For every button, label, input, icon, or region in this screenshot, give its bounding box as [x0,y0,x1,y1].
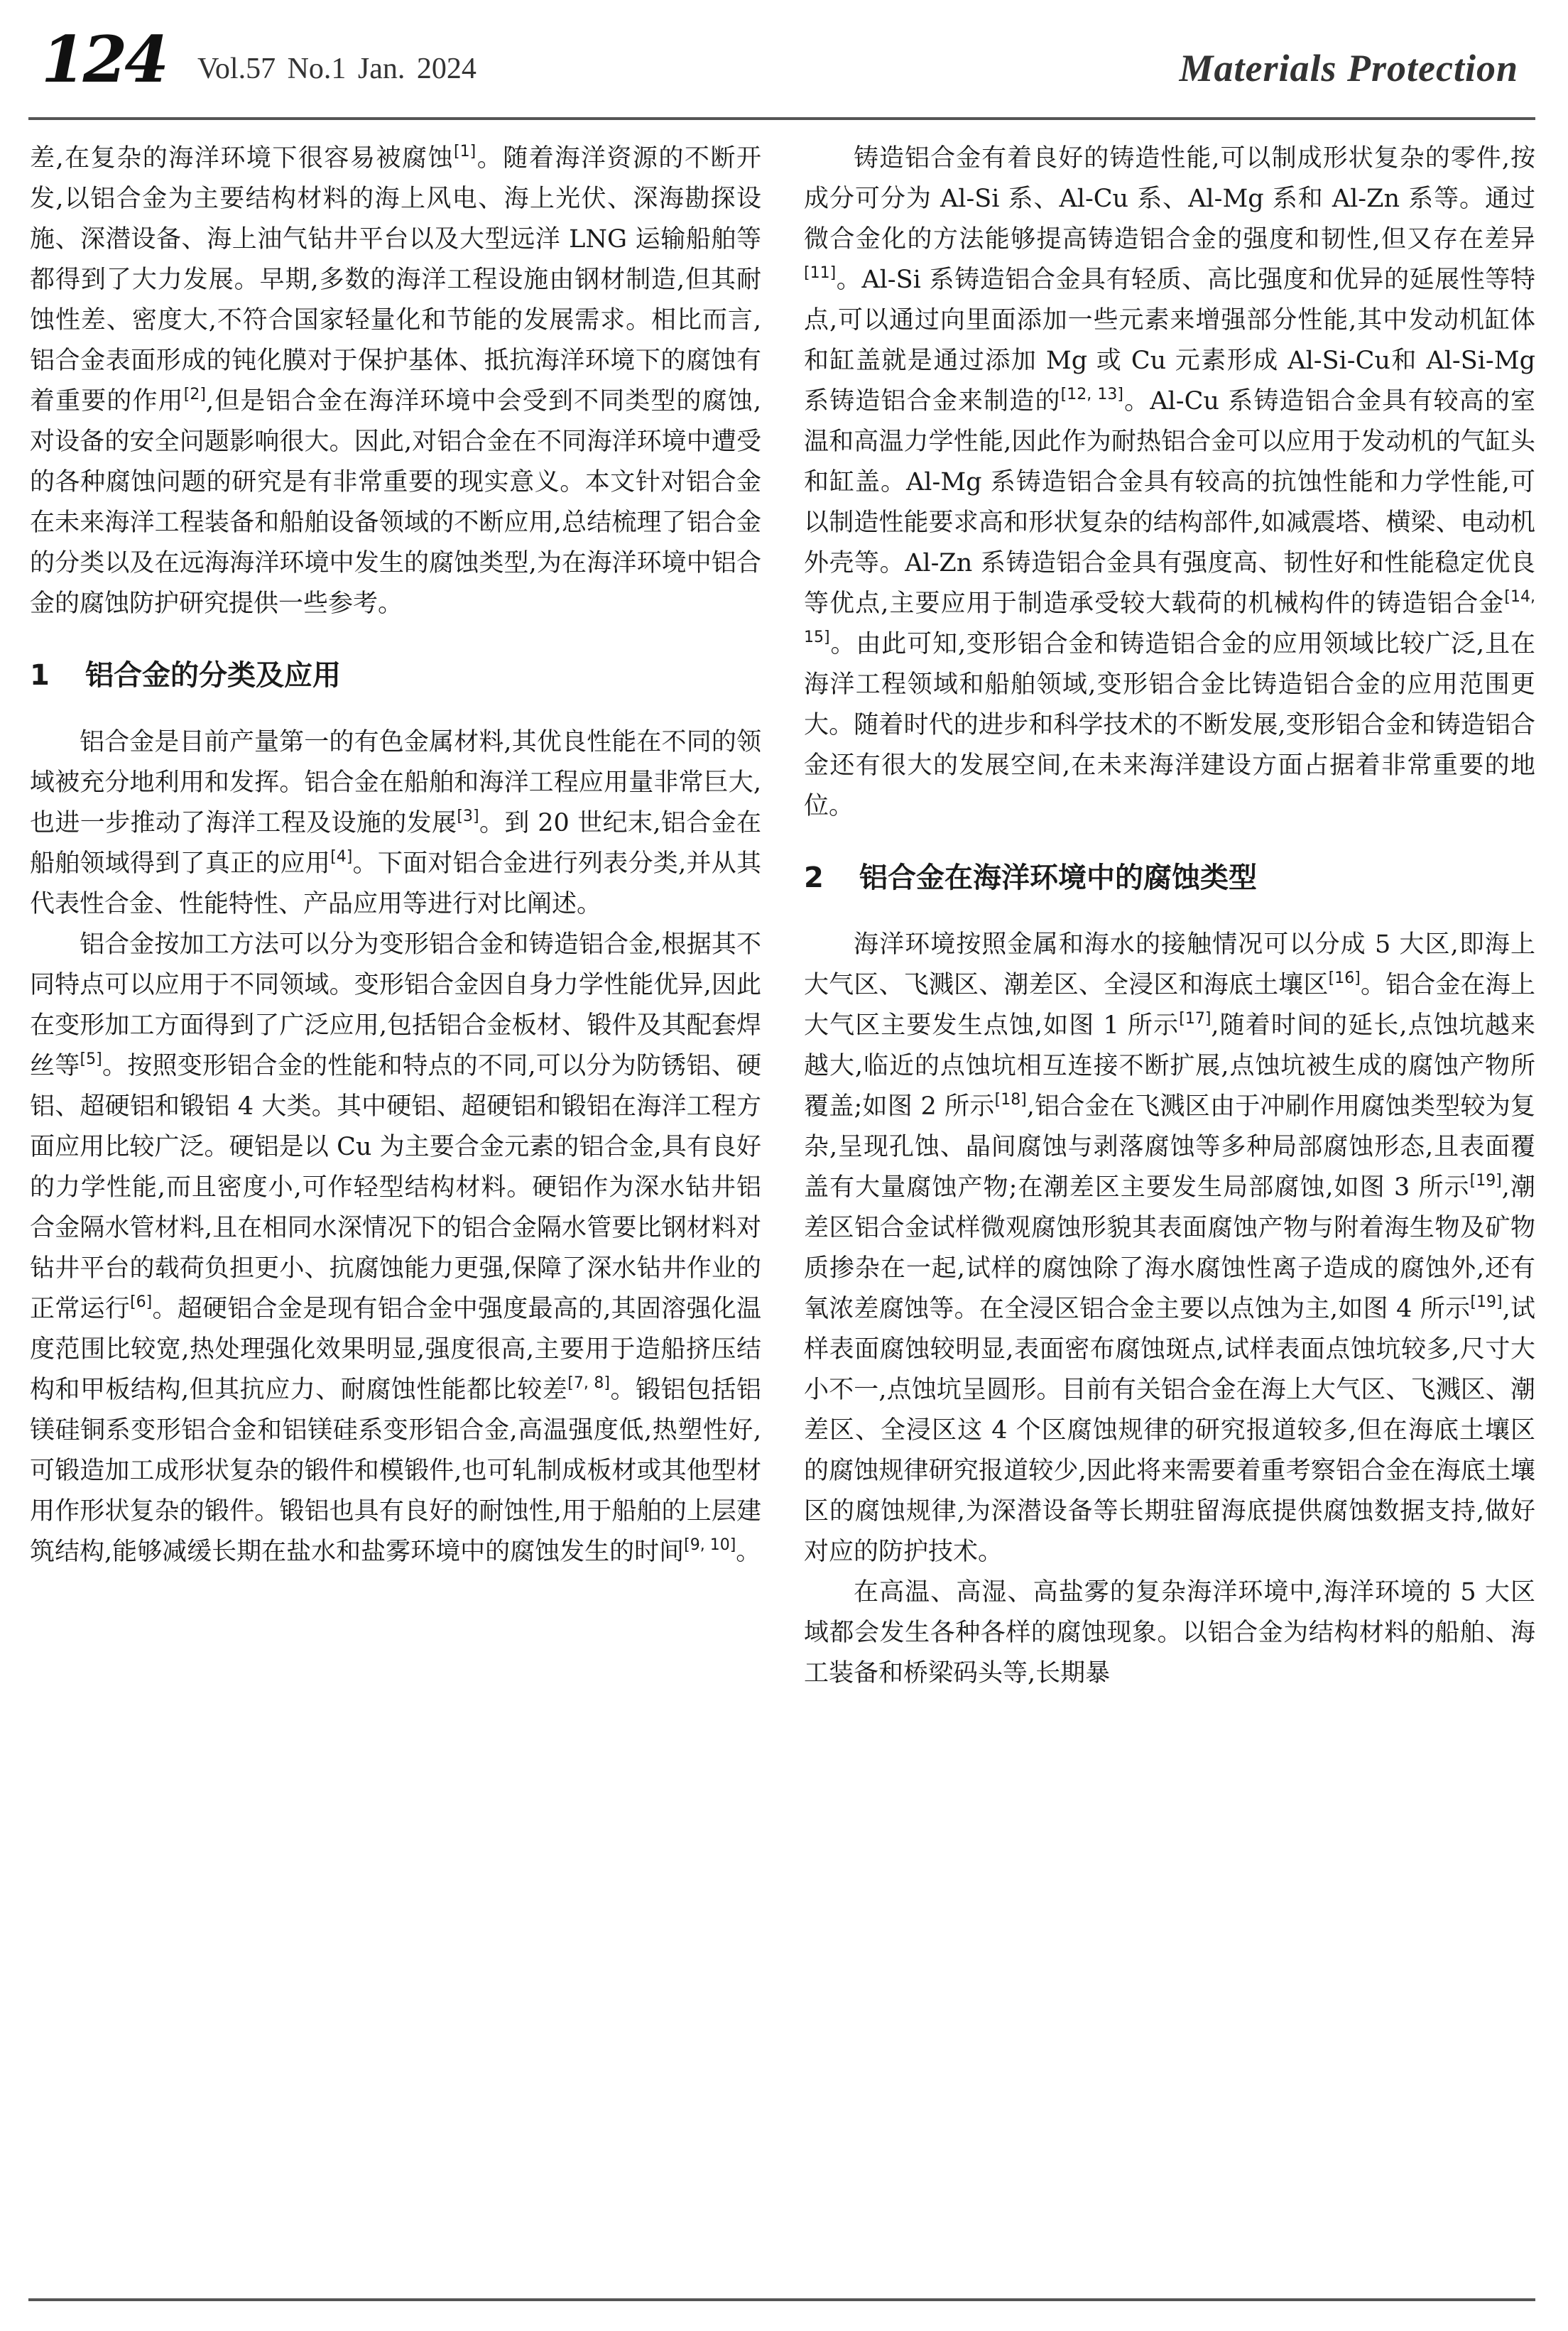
citation[interactable]: [4] [330,848,353,866]
paragraph: 海洋环境按照金属和海水的接触情况可以分成 5 大区,即海上大气区、飞溅区、潮差区、全浸区和海底土壤区[16]。铝合金在海上大气区主要发生点蚀,如图 1 所示[17],随着时间的延长,点蚀坑越来越大,临近的点蚀坑相互连接不断扩展,点蚀坑被生成的腐蚀产物所覆盖;如图 2 所示[18],铝合金在飞溅区由于冲刷作用腐蚀类型较为复杂,呈现孔蚀、晶间腐蚀与剥落腐蚀等多种局部腐蚀形态,且表面覆盖有大量腐蚀产物;在潮差区主要发生局部腐蚀,如图 3 所示[19],潮差区铝合金试样微观腐蚀形貌其表面腐蚀产物与附着海生物及矿物质掺杂在一起,试样的腐蚀除了海水腐蚀性离子造成的腐蚀外,还有氧浓差腐蚀等。在全浸区铝合金主要以点蚀为主,如图 4 所示[19],试样表面腐蚀较明显,表面密布腐蚀斑点,试样表面点蚀坑较多,尺寸大小不一,点蚀坑呈圆形。目前有关铝合金在海上大气区、飞溅区、潮差区、全浸区这 4 个区腐蚀规律的研究报道较多,但在海底土壤区的腐蚀规律研究报道较少,因此将来需要着重考察铝合金在海底土壤区的腐蚀规律,为深潜设备等长期驻留海底提供腐蚀数据支持,做好对应的防护技术。 [804,930,1535,1566]
citation[interactable]: [9, 10] [684,1536,736,1554]
citation[interactable]: [5] [80,1050,102,1068]
citation[interactable]: [11] [804,264,837,282]
paragraph: 在高温、高湿、高盐雾的复杂海洋环境中,海洋环境的 5 大区域都会发生各种各样的腐蚀现象。以铝合金为结构材料的船舶、海工装备和桥梁码头等,长期暴 [804,1578,1535,1688]
citation[interactable]: [14, 15] [804,588,1535,646]
paragraph: 铝合金是目前产量第一的有色金属材料,其优良性能在不同的领域被充分地利用和发挥。铝合金在船舶和海洋工程应用量非常巨大,也进一步推动了海洋工程及设施的发展[3]。到 20 世纪末,铝合金在船舶领域得到了真正的应用[4]。下面对铝合金进行列表分类,并从其代表性合金、性能特性、产品应用等进行对比阐述。 [30,728,761,918]
citation[interactable]: [19] [1470,1293,1503,1311]
page-number: 124 [41,22,166,97]
section-number: 2 [804,862,824,894]
right-column [804,138,1535,1694]
section-title: 铝合金在海洋环境中的腐蚀类型 [859,862,1257,894]
paragraph: 差,在复杂的海洋环境下很容易被腐蚀[1]。随着海洋资源的不断开发,以铝合金为主要结构材料的海上风电、海上光伏、深海勘探设施、深潜设备、海上油气钻井平台以及大型远洋 LNG 运输船舶等都得到了大力发展。早期,多数的海洋工程设施由钢材制造,但其耐蚀性差、密度大,不符合国家轻量化和节能的发展需求。相比而言,铝合金表面形成的钝化膜对于保护基体、抵抗海洋环境下的腐蚀有着重要的作用[2],但是铝合金在海洋环境中会受到不同类型的腐蚀,对设备的安全问题影响很大。因此,对铝合金在不同海洋环境中遭受的各种腐蚀问题的研究是有非常重要的现实意义。本文针对铝合金在未来海洋工程装备和船舶设备领域的不断应用,总结梳理了铝合金的分类以及在远海海洋环境中发生的腐蚀类型,为在海洋环境中铝合金的腐蚀防护研究提供一些参考。 [30,143,761,618]
journal-name: Materials Protection [1179,47,1518,89]
running-header [0,0,1568,121]
citation[interactable]: [17] [1179,1010,1212,1028]
citation[interactable]: [7, 8] [567,1374,610,1392]
section-heading-1 [30,654,761,697]
citation[interactable]: [3] [457,808,479,825]
section-title: 铝合金的分类及应用 [85,659,341,692]
citation[interactable]: [12, 13] [1060,386,1123,403]
volume-info: Vol.57 No.1 Jan. 2024 [197,53,477,85]
left-column [30,138,761,1572]
footer-rule [28,2298,1535,2301]
paragraph: 铝合金按加工方法可以分为变形铝合金和铸造铝合金,根据其不同特点可以应用于不同领域。变形铝合金因自身力学性能优异,因此在变形加工方面得到了广泛应用,包括铝合金板材、锻件及其配套焊丝等[5]。按照变形铝合金的性能和特点的不同,可以分为防锈铝、硬铝、超硬铝和锻铝 4 大类。其中硬铝、超硬铝和锻铝在海洋工程方面应用比较广泛。硬铝是以 Cu 为主要合金元素的铝合金,具有良好的力学性能,而且密度小,可作轻型结构材料。硬铝作为深水钻井铝合金隔水管材料,且在相同水深情况下的铝合金隔水管要比钢材料对钻井平台的载荷负担更小、抗腐蚀能力更强,保障了深水钻井作业的正常运行[6]。超硬铝合金是现有铝合金中强度最高的,其固溶强化温度范围比较宽,热处理强化效果明显,强度很高,主要用于造船挤压结构和甲板结构,但其抗应力、耐腐蚀性能都比较差[7, 8]。锻铝包括铝镁硅铜系变形铝合金和铝镁硅系变形铝合金,高温强度低,热塑性好,可锻造加工成形状复杂的锻件和模锻件,也可轧制成板材或其他型材用作形状复杂的锻件。锻铝也具有良好的耐蚀性,用于船舶的上层建筑结构,能够减缓长期在盐水和盐雾环境中的腐蚀发生的时间[9, 10]。 [30,930,761,1566]
section-number: 1 [30,659,50,692]
citation[interactable]: [18] [994,1091,1027,1109]
section-heading-2 [804,857,1535,899]
citation[interactable]: [19] [1469,1172,1502,1190]
citation[interactable]: [16] [1328,969,1361,987]
header-rule [28,117,1535,120]
citation[interactable]: [1] [454,143,477,161]
citation[interactable]: [2] [183,386,206,403]
citation[interactable]: [6] [130,1293,153,1311]
paragraph: 铸造铝合金有着良好的铸造性能,可以制成形状复杂的零件,按成分可分为 Al-Si 系、Al-Cu 系、Al-Mg 系和 Al-Zn 系等。通过微合金化的方法能够提高铸造铝合金的强度和韧性,但又存在差异[11]。Al-Si 系铸造铝合金具有轻质、高比强度和优异的延展性等特点,可以通过向里面添加一些元素来增强部分性能,其中发动机缸体和缸盖就是通过添加 Mg 或 Cu 元素形成 Al-Si-Cu和 Al-Si-Mg 系铸造铝合金来制造的[12, 13]。Al-Cu 系铸造铝合金具有较高的室温和高温力学性能,因此作为耐热铝合金可以应用于发动机的气缸头和缸盖。Al-Mg 系铸造铝合金具有较高的抗蚀性能和力学性能,可以制造性能要求高和形状复杂的结构部件,如减震塔、横梁、电动机外壳等。Al-Zn 系铸造铝合金具有强度高、韧性好和性能稳定优良等优点,主要应用于制造承受较大载荷的机械构件的铸造铝合金[14, 15]。由此可知,变形铝合金和铸造铝合金的应用领域比较广泛,且在海洋工程领域和船舶领域,变形铝合金比铸造铝合金的应用范围更大。随着时代的进步和科学技术的不断发展,变形铝合金和铸造铝合金还有很大的发展空间,在未来海洋建设方面占据着非常重要的地位。 [804,144,1535,820]
